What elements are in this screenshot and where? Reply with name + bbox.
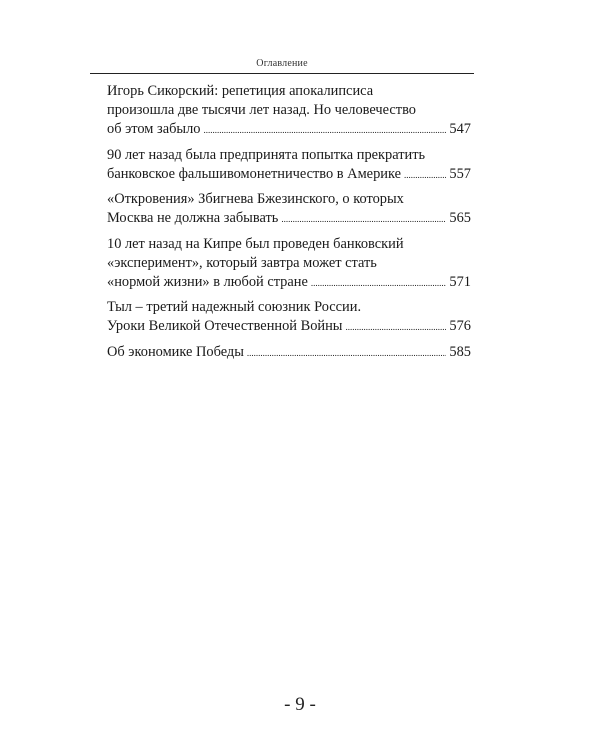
toc-entry[interactable] — [107, 82, 471, 140]
dot-leader — [281, 209, 446, 229]
toc-entry-line: банковское фальшивомонетничество в Америке — [107, 165, 401, 182]
toc-entry[interactable] — [107, 146, 471, 185]
toc-page-number: 571 — [449, 273, 471, 290]
toc-page-number: 557 — [449, 165, 471, 182]
page-number: - 9 - — [284, 694, 316, 715]
toc-entry[interactable] — [107, 298, 471, 337]
toc-entry[interactable] — [107, 235, 471, 293]
toc-entry-line: 10 лет назад на Кипре был проведен банковский — [107, 235, 404, 252]
toc-entry[interactable] — [107, 343, 471, 363]
dot-leader — [311, 273, 447, 293]
toc-entry-line: Об экономике Победы — [107, 343, 244, 360]
toc-page-number: 585 — [449, 343, 471, 360]
dot-leader — [203, 120, 446, 140]
running-head: Оглавление — [256, 58, 308, 69]
dot-leader — [345, 317, 446, 337]
toc-page-number: 576 — [449, 318, 471, 334]
dot-leader — [247, 343, 447, 363]
header-rule — [90, 73, 474, 74]
toc-entry-line: Игорь Сикорский: репетиция апокалипсиса — [107, 83, 374, 99]
toc-entry-line: об этом забыло — [107, 121, 201, 137]
toc-entry-line: Тыл – третий надежный союзник России. — [107, 299, 362, 315]
toc-page-number: 547 — [449, 121, 471, 137]
toc-entry-line: 90 лет назад была предпринята попытка прекратить — [107, 146, 426, 163]
toc-entry-line: произошла две тысячи лет назад. Но человечество — [107, 102, 416, 118]
toc-entry[interactable] — [107, 190, 471, 229]
toc-entry-line: Москва не должна забывать — [107, 210, 279, 226]
toc-entry-line: «Откровения» Збигнева Бжезинского, о которых — [107, 191, 404, 207]
table-of-contents — [107, 82, 471, 368]
toc-entry-line: Уроки Великой Отечественной Войны — [107, 318, 343, 334]
toc-entry-line: «эксперимент», который завтра может стать — [107, 254, 377, 271]
dot-leader — [404, 165, 446, 185]
toc-entry-line: «нормой жизни» в любой стране — [107, 273, 308, 290]
toc-page-number: 565 — [449, 210, 471, 226]
